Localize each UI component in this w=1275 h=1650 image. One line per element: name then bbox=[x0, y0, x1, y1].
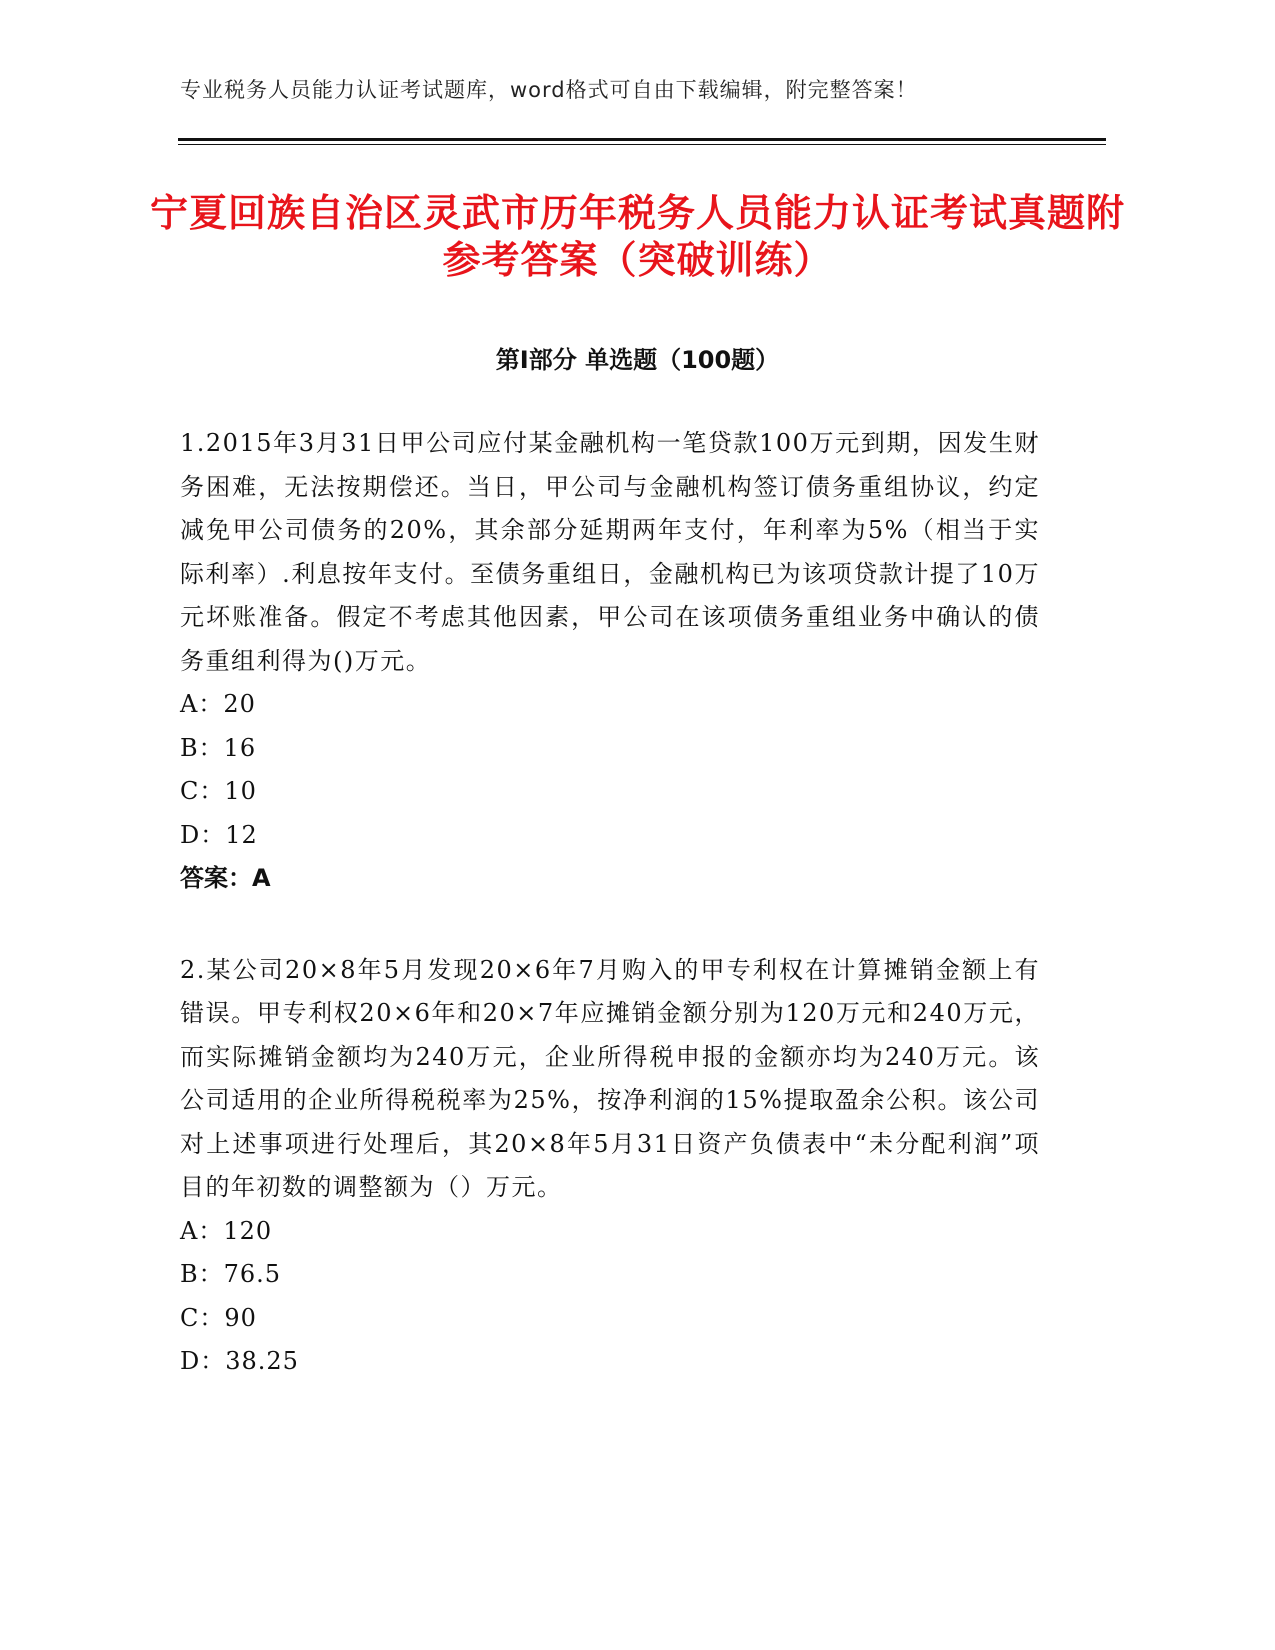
option-a: A：120 bbox=[180, 1216, 273, 1245]
section-heading: 第Ⅰ部分 单选题（100题） bbox=[495, 346, 780, 374]
option-c: C：90 bbox=[180, 1303, 257, 1332]
header-rule-thick bbox=[178, 138, 1106, 141]
question-text: 1.2015年3月31日甲公司应付某金融机构一笔贷款100万元到期，因发生财务困难，无法按期偿还。当日，甲公司与金融机构签订债务重组协议，约定减免甲公司债务的20%，其余部分延期两年支付，年利率为5%（相当于实际利率）.利息按年支付。至债务重组日，金融机构已为该项贷款计提了10万元坏账准备。假定不考虑其他因素，甲公司在该项债务重组业务中确认的债务重组利得为()万元。 bbox=[180, 429, 1040, 675]
question-list bbox=[180, 422, 1040, 1432]
question-1 bbox=[180, 422, 1040, 901]
option-d: D：38.25 bbox=[180, 1347, 299, 1375]
answer: 答案：A bbox=[180, 864, 271, 892]
document-title: 宁夏回族自治区灵武市历年税务人员能力认证考试真题附参考答案（突破训练） bbox=[150, 191, 1126, 282]
header-note: 专业税务人员能力认证考试题库，word格式可自由下载编辑，附完整答案！ bbox=[180, 78, 918, 102]
question-text: 2.某公司20×8年5月发现20×6年7月购入的甲专利权在计算摊销金额上有错误。甲专利权20×6年和20×7年应摊销金额分别为120万元和240万元，而实际摊销金额均为240万元，企业所得税申报的金额亦均为240万元。该公司适用的企业所得税税率为25%，按净利润的15%提取盈余公积。该公司对上述事项进行处理后，其20×8年5月31日资产负债表中“未分配利润”项目的年初数的调整额为（）万元。 bbox=[180, 955, 1040, 1201]
option-c: C：10 bbox=[180, 777, 257, 805]
option-d: D：12 bbox=[180, 820, 258, 849]
option-a: A：20 bbox=[180, 690, 256, 718]
option-b: B：76.5 bbox=[180, 1260, 282, 1288]
option-b: B：16 bbox=[180, 733, 257, 762]
header-rule-thin bbox=[178, 144, 1106, 145]
question-2 bbox=[180, 949, 1040, 1384]
